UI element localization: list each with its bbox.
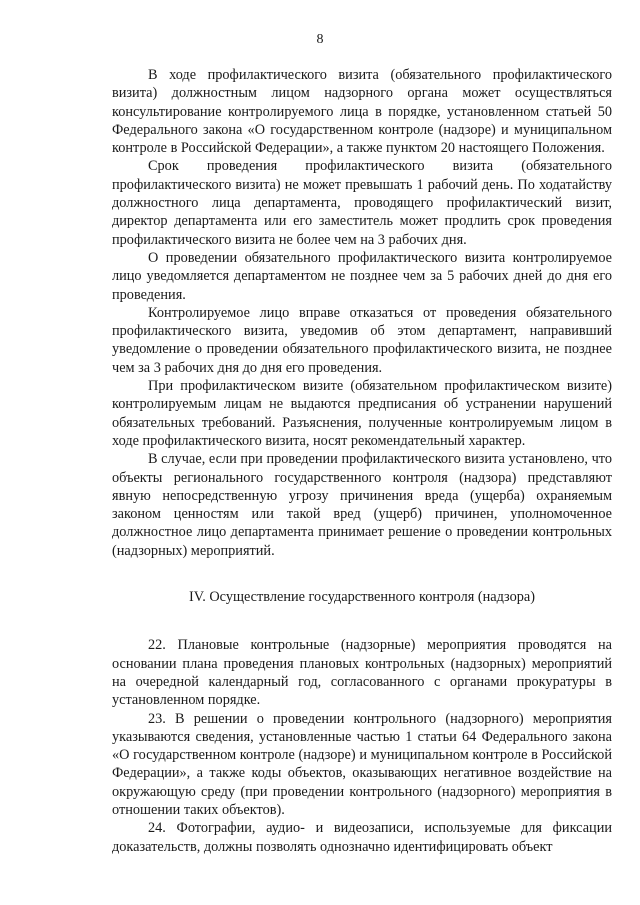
paragraph-item-23: 23. В решении о проведении контрольного (надзорного) мероприятия указываются сведения, установленные частью 1 статьи 64 Федерального закона «О государственном контроле (надзоре) и муниципальном контроле в Российской Федерации», а также коды объектов, оказывающих негативное воздействие на окружающую среду (при проведении контрольного (надзорного) мероприятия в отношении таких объектов). (112, 710, 612, 818)
paragraph-visit-refusal: Контролируемое лицо вправе отказаться от проведения обязательного профилактического визита, уведомив об этом департамент, направивший уведомление о проведении обязательного профилактического визита, не позднее чем за 3 рабочих дня до дня его проведения. (112, 304, 612, 376)
paragraph-threat-decision: В случае, если при проведении профилактического визита установлено, что объекты регионального государственного контроля (надзора) представляют явную непосредственную угрозу причинения вреда (ущерба) охраняемым законом ценностям или такой вред (ущерб) причинен, уполномоченное должностное лицо департамента принимает решение о проведении контрольных (надзорных) мероприятий. (112, 451, 612, 559)
paragraph-item-22: 22. Плановые контрольные (надзорные) мероприятия проводятся на основании плана проведения плановых контрольных (надзорных) мероприятий на очередной календарный год, согласованного с органами прокуратуры в установленном порядке. (112, 637, 612, 709)
paragraph-item-24: 24. Фотографии, аудио- и видеозаписи, используемые для фиксации доказательств, должны позволять однозначно идентифицировать объект (112, 820, 612, 855)
paragraph-no-orders: При профилактическом визите (обязательном профилактическом визите) контролируемым лицам не выдаются предписания об устранении нарушений обязательных требований. Разъяснения, полученные контролируемым лицом в ходе профилактического визита, носят рекомендательный характер. (112, 378, 612, 449)
document-body (112, 66, 612, 856)
paragraph-consultation: В ходе профилактического визита (обязательного профилактического визита) должностным лицом надзорного органа может осуществляться консультирование контролируемого лица в порядке, установленном статьей 50 Федерального закона «О государственном контроле (надзоре) и муниципальном контроле в Российской Федерации», а также пунктом 20 настоящего Положения. (112, 67, 612, 157)
paragraph-visit-notice: О проведении обязательного профилактического визита контролируемое лицо уведомляется департаментом не позднее чем за 5 рабочих дней до дня его проведения. (112, 249, 612, 303)
paragraph-visit-duration: Срок проведения профилактического визита (обязательного профилактического визита) не может превышать 1 рабочий день. По ходатайству должностного лица департамента, проводящего профилактический визит, директор департамента или его заместитель может продлить срок проведения профилактического визита не более чем на 3 рабочих дня. (112, 158, 612, 248)
page-number: 8 (316, 32, 324, 47)
section-heading: IV. Осуществление государственного контроля (надзора) (188, 589, 536, 606)
